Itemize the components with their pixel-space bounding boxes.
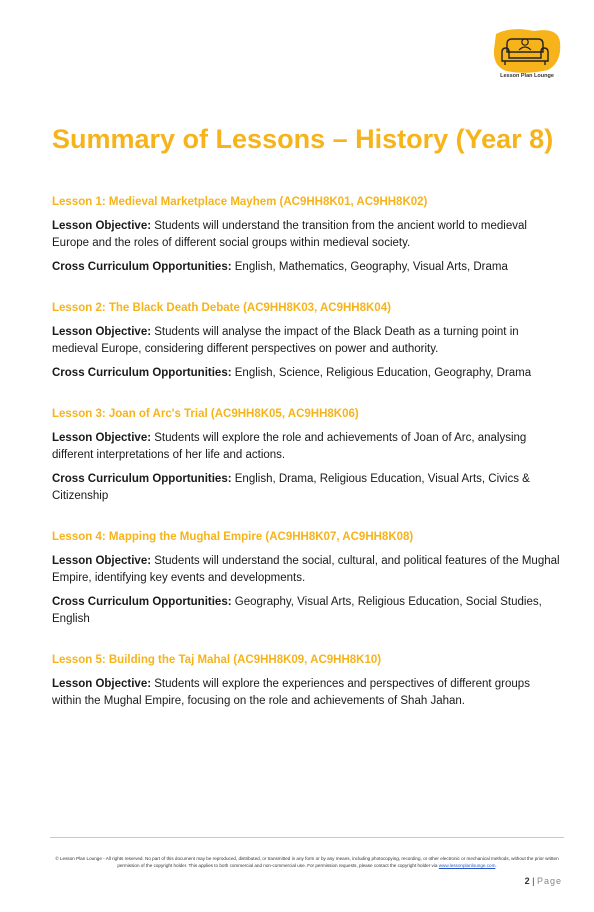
- objective-label: Lesson Objective:: [52, 678, 152, 690]
- logo-caption: Lesson Plan Lounge: [500, 73, 554, 79]
- lesson-objective: [52, 553, 560, 587]
- page-number-value: 2: [524, 876, 530, 886]
- cross-curriculum: [52, 471, 560, 505]
- objective-label: Lesson Objective:: [52, 326, 152, 338]
- lesson-title: Lesson 2: The Black Death Debate (AC9HH8K03, AC9HH8K04): [52, 302, 391, 314]
- objective-text: Students will explore the role and achievements of Joan of Arc, analysing different interpretations of her life and actions.: [52, 432, 527, 461]
- copyright-notice: [54, 856, 560, 869]
- page-number: [506, 876, 562, 886]
- cross-curriculum-text: English, Mathematics, Geography, Visual Arts, Drama: [234, 261, 508, 273]
- objective-label: Lesson Objective:: [52, 220, 152, 232]
- cross-curriculum-label: Cross Curriculum Opportunities:: [52, 261, 232, 273]
- lesson-title: Lesson 5: Building the Taj Mahal (AC9HH8K09, AC9HH8K10): [52, 654, 382, 666]
- lesson-item: [52, 302, 560, 382]
- couch-logo-icon: [492, 28, 562, 74]
- cross-curriculum-text: English, Drama, Religious Education, Visual Arts, Civics & Citizenship: [52, 473, 530, 502]
- page-title: Summary of Lessons – History (Year 8): [52, 124, 554, 154]
- lesson-title: Lesson 3: Joan of Arc's Trial (AC9HH8K05, AC9HH8K06): [52, 408, 359, 420]
- lesson-list: [52, 196, 560, 736]
- lesson-item: [52, 408, 560, 505]
- lesson-objective: [52, 218, 560, 252]
- cross-curriculum-label: Cross Curriculum Opportunities:: [52, 473, 232, 485]
- cross-curriculum: [52, 259, 560, 276]
- cross-curriculum-text: English, Science, Religious Education, Geography, Drama: [234, 367, 532, 379]
- objective-text: Students will explore the experiences and perspectives of different groups within the Mughal Empire, focusing on the role and achievements of Shah Jahan.: [52, 678, 530, 707]
- footer-divider: [50, 837, 564, 838]
- lesson-objective: [52, 324, 560, 358]
- objective-text: Students will understand the social, cultural, and political features of the Mughal Empire, identifying key events and developments.: [52, 555, 560, 584]
- copyright-text: © Lesson Plan Lounge - All rights reserved. No part of this document may be reproduced, distributed, or transmitted in any form or by any means, including photocopying, recording, or other electronic or mechanical methods, without the prior written permission of the copyright holder. This applies to both commercial and non-commercial use. For permission requests, please contact the copyright holder via: [55, 856, 559, 868]
- lesson-title: Lesson 1: Medieval Marketplace Mayhem (AC9HH8K01, AC9HH8K02): [52, 196, 428, 208]
- page-separator: |: [532, 876, 535, 886]
- cross-curriculum-label: Cross Curriculum Opportunities:: [52, 596, 232, 608]
- copyright-suffix: .: [495, 862, 497, 868]
- lesson-item: [52, 196, 560, 276]
- page-word: Page: [536, 876, 562, 886]
- lesson-item: [52, 654, 560, 710]
- cross-curriculum-label: Cross Curriculum Opportunities:: [52, 367, 232, 379]
- objective-text: Students will understand the transition from the ancient world to medieval Europe and the roles of different social groups within medieval society.: [52, 220, 527, 249]
- lesson-objective: [52, 430, 560, 464]
- lesson-objective: [52, 676, 560, 710]
- website-link[interactable]: www.lessonplanlounge.com: [438, 862, 496, 868]
- objective-label: Lesson Objective:: [52, 432, 152, 444]
- brand-logo: [492, 28, 562, 84]
- cross-curriculum: [52, 365, 560, 382]
- cross-curriculum-text: Geography, Visual Arts, Religious Education, Social Studies, English: [52, 596, 542, 625]
- objective-label: Lesson Objective:: [52, 555, 152, 567]
- cross-curriculum: [52, 594, 560, 628]
- lesson-title: Lesson 4: Mapping the Mughal Empire (AC9HH8K07, AC9HH8K08): [52, 531, 414, 543]
- objective-text: Students will analyse the impact of the Black Death as a turning point in medieval Europe, considering different perspectives on power and authority.: [52, 326, 519, 355]
- lesson-item: [52, 531, 560, 628]
